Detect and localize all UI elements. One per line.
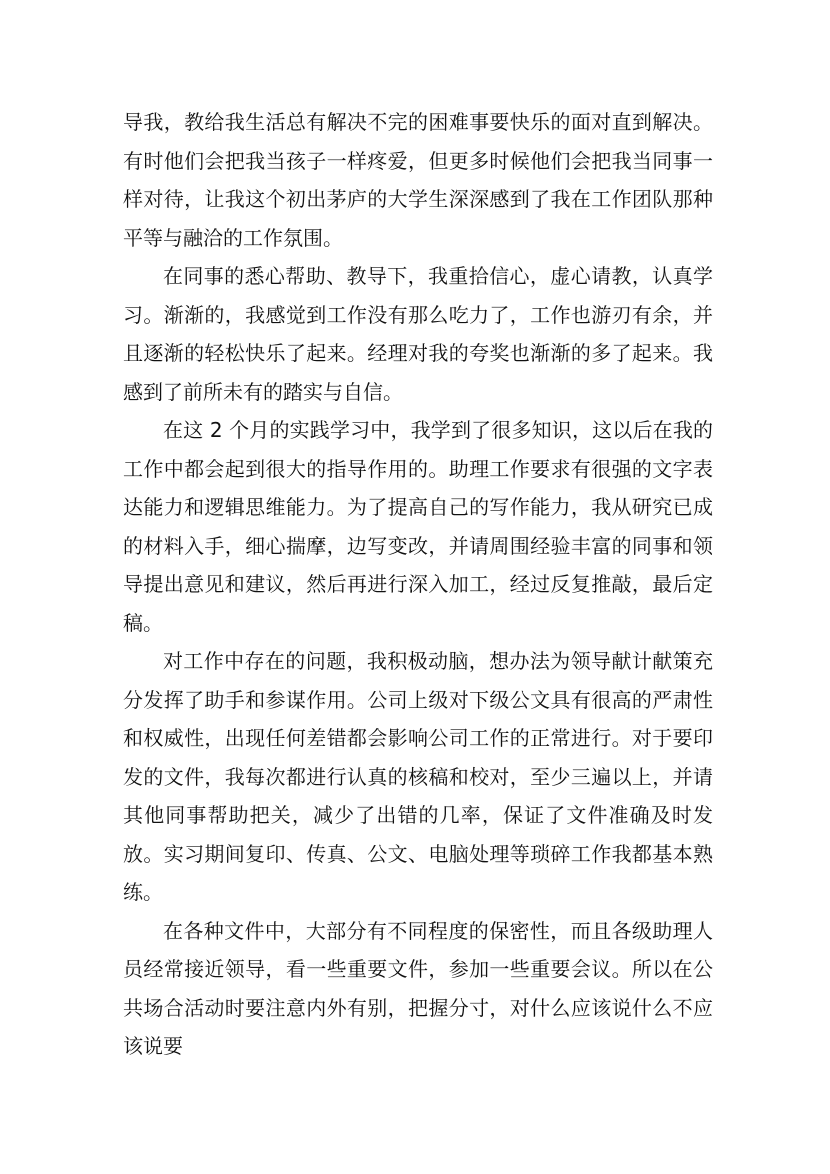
paragraph-3: 在这 2 个月的实践学习中，我学到了很多知识，这以后在我的工作中都会起到很大的指导作用的。助理工作要求有很强的文字表达能力和逻辑思维能力。为了提高自己的写作能力，我从研究已成的材料入手，细心揣摩，边写变改，并请周围经验丰富的同事和领导提出意见和建议，然后再进行深入加工，经过反复推敲，最后定稿。 — [123, 418, 713, 635]
document-body — [123, 103, 713, 1066]
paragraph-2: 在同事的悉心帮助、教导下，我重拾信心，虚心请教，认真学习。渐渐的，我感觉到工作没有那么吃力了，工作也游刃有余，并且逐渐的轻松快乐了起来。经理对我的夸奖也渐渐的多了起来。我感到了前所未有的踏实与自信。 — [123, 264, 713, 404]
paragraph-1: 导我，教给我生活总有解决不完的困难事要快乐的面对直到解决。有时他们会把我当孩子一样疼爱，但更多时候他们会把我当同事一样对待，让我这个初出茅庐的大学生深深感到了我在工作团队那种平等与融洽的工作氛围。 — [123, 110, 713, 250]
paragraph-4: 对工作中存在的问题，我积极动脑，想办法为领导献计献策充分发挥了助手和参谋作用。公司上级对下级公文具有很高的严肃性和权威性，出现任何差错都会影响公司工作的正常进行。对于要印发的文件，我每次都进行认真的核稿和校对，至少三遍以上，并请其他同事帮助把关，减少了出错的几率，保证了文件准确及时发放。实习期间复印、传真、公文、电脑处理等琐碎工作我都基本熟练。 — [123, 649, 713, 904]
paragraph-5: 在各种文件中，大部分有不同程度的保密性，而且各级助理人员经常接近领导，看一些重要文件，参加一些重要会议。所以在公共场合活动时要注意内外有别，把握分寸，对什么应该说什么不应该说要 — [123, 918, 713, 1058]
